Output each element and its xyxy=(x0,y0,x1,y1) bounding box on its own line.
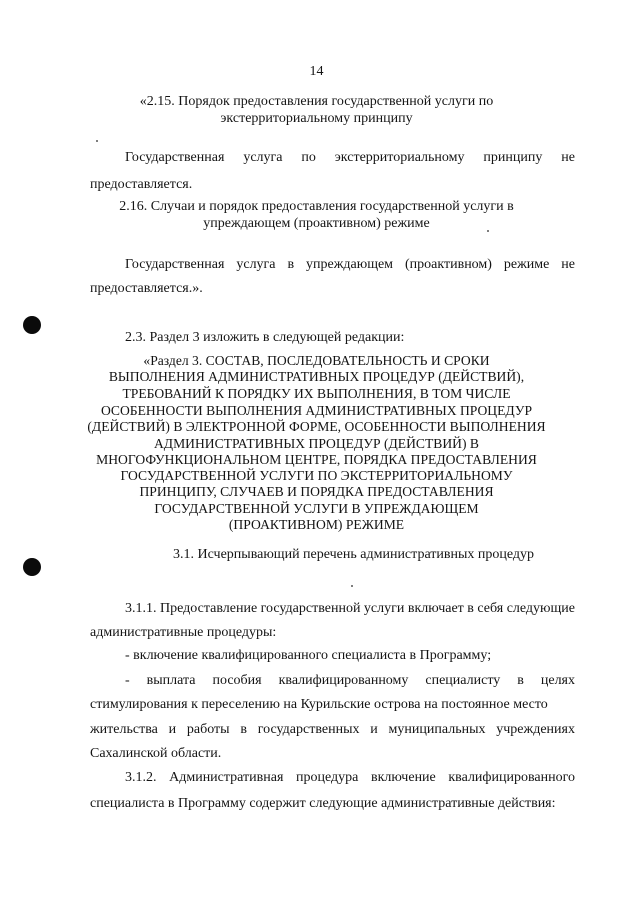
section-3-title-line-1: «Раздел 3. СОСТАВ, ПОСЛЕДОВАТЕЛЬНОСТЬ И СРОКИ xyxy=(143,353,490,368)
page-number: 14 xyxy=(309,64,324,79)
section-3-title-line-10: ГОСУДАРСТВЕННОЙ УСЛУГИ В УПРЕЖДАЮЩЕМ xyxy=(154,501,479,516)
list-item-1: - включение квалифицированного специалиста в Программу; xyxy=(125,648,492,663)
scan-speck xyxy=(487,230,489,232)
section-3-title-line-5: (ДЕЙСТВИЙ) В ЭЛЕКТРОННОЙ ФОРМЕ, ОСОБЕННОСТИ ВЫПОЛНЕНИЯ xyxy=(87,419,546,434)
paragraph-3-1-1-line-1: 3.1.1. Предоставление государственной услуги включает в себя следующие xyxy=(125,601,575,616)
heading-3-1: 3.1. Исчерпывающий перечень административных процедур xyxy=(173,547,535,562)
paragraph-2-15-line-2: предоставляется. xyxy=(90,177,193,192)
list-item-2-line-2: стимулирования к переселению на Курильские острова на постоянное место xyxy=(90,697,548,712)
list-item-2-line-4: Сахалинской области. xyxy=(90,746,222,761)
section-3-title-line-11: (ПРОАКТИВНОМ) РЕЖИМЕ xyxy=(228,517,405,532)
section-3-title-line-7: МНОГОФУНКЦИОНАЛЬНОМ ЦЕНТРЕ, ПОРЯДКА ПРЕДОСТАВЛЕНИЯ xyxy=(96,452,537,467)
paragraph-3-1-2-line-1: 3.1.2. Административная процедура включение квалифицированного xyxy=(125,770,575,785)
paragraph-3-1-1-line-2: административные процедуры: xyxy=(90,625,277,640)
heading-2-16-line-2: упреждающем (проактивном) режиме xyxy=(203,216,430,231)
scan-speck xyxy=(351,585,353,587)
section-3-title-line-4: ОСОБЕННОСТИ ВЫПОЛНЕНИЯ АДМИНИСТРАТИВНЫХ ПРОЦЕДУР xyxy=(100,403,533,418)
paragraph-3-1-2-line-2: специалиста в Программу содержит следующие административные действия: xyxy=(90,796,556,811)
paragraph-2-16-line-1: Государственная услуга в упреждающем (проактивном) режиме не xyxy=(125,257,575,272)
heading-2-15-line-2: экстерриториальному принципу xyxy=(220,111,413,126)
heading-2-15-line-1: «2.15. Порядок предоставления государственной услуги по xyxy=(139,94,494,109)
section-3-title-line-3: ТРЕБОВАНИЙ К ПОРЯДКУ ИХ ВЫПОЛНЕНИЯ, В ТОМ ЧИСЛЕ xyxy=(122,386,511,401)
section-3-title-line-9: ПРИНЦИПУ, СЛУЧАЕВ И ПОРЯДКА ПРЕДОСТАВЛЕНИЯ xyxy=(139,484,494,499)
section-3-title-line-2: ВЫПОЛНЕНИЯ АДМИНИСТРАТИВНЫХ ПРОЦЕДУР (ДЕЙСТВИЙ), xyxy=(108,369,525,384)
heading-2-16-line-1: 2.16. Случаи и порядок предоставления государственной услуги в xyxy=(119,199,514,214)
item-2-3: 2.3. Раздел 3 изложить в следующей редакции: xyxy=(125,330,405,345)
paragraph-2-15-line-1: Государственная услуга по экстерриториальному принципу не xyxy=(125,150,575,165)
section-3-title-line-8: ГОСУДАРСТВЕННОЙ УСЛУГИ ПО ЭКСТЕРРИТОРИАЛЬНОМУ xyxy=(120,468,513,483)
list-item-2-line-3: жительства и работы в государственных и муниципальных учреждениях xyxy=(90,722,575,737)
scan-speck xyxy=(96,140,98,142)
punch-hole-lower xyxy=(23,558,41,576)
section-3-title-line-6: АДМИНИСТРАТИВНЫХ ПРОЦЕДУР (ДЕЙСТВИЙ) В xyxy=(153,436,479,451)
list-item-2-line-1: - выплата пособия квалифицированному специалисту в целях xyxy=(125,673,575,688)
punch-hole-upper xyxy=(23,316,41,334)
paragraph-2-16-line-2: предоставляется.». xyxy=(90,281,203,296)
